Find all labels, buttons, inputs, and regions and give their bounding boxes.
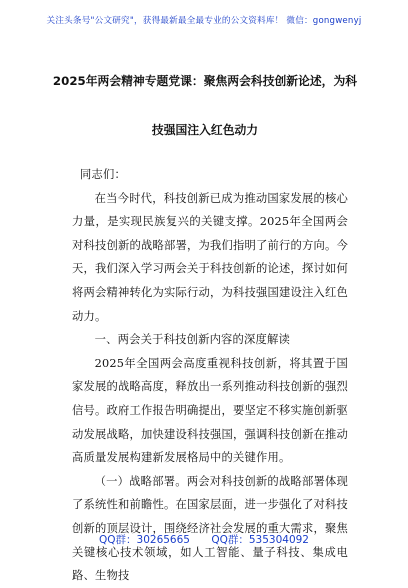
footer (0, 532, 408, 547)
document-title-line-2: 技强国注入红色动力 (151, 123, 259, 137)
paragraph: （一）战略部署。两会对科技创新的战略部署体现了系统性和前瞻性。在国家层面，进一步强化了对科技创新的顶层设计，围绕经济社会发展的重大需求，聚焦关键核心技术领域，如人工智能、量子科技、集成电路、生物技 (72, 474, 348, 583)
header-notice: 关注头条号"公文研究"，获得最新最全最专业的公文资料库！ 微信：gongwenyj (46, 16, 362, 26)
section-heading: 一、两会关于科技创新内容的深度解读 (94, 333, 291, 347)
document-body (72, 163, 348, 588)
document-title-line-1: 2025年两会精神专题党课：聚焦两会科技创新论述，为科 (52, 74, 358, 88)
paragraph: 在当今时代，科技创新已成为推动国家发展的核心力量，是实现民族复兴的关键支撑。2025年全国两会对科技创新的战略部署，为我们指明了前行的方向。今天，我们深入学习两会关于科技创新的论述，探讨如何将两会精神转化为实际行动，为科技强国建设注入红色动力。 (72, 191, 348, 323)
salutation: 同志们： (80, 168, 126, 181)
paragraph: 2025年全国两会高度重视科技创新，将其置于国家发展的战略高度，释放出一系列推动科技创新的强烈信号。政府工作报告明确提出，要坚定不移实施创新驱动发展战略，加快建设科技强国，强调科技创新在推动高质量发展构建新发展格局中的关键作用。 (72, 356, 348, 465)
footer-qq-group-1: QQ群：30265665 (99, 534, 190, 546)
footer-qq-group-2: QQ群：535304092 (211, 534, 309, 546)
